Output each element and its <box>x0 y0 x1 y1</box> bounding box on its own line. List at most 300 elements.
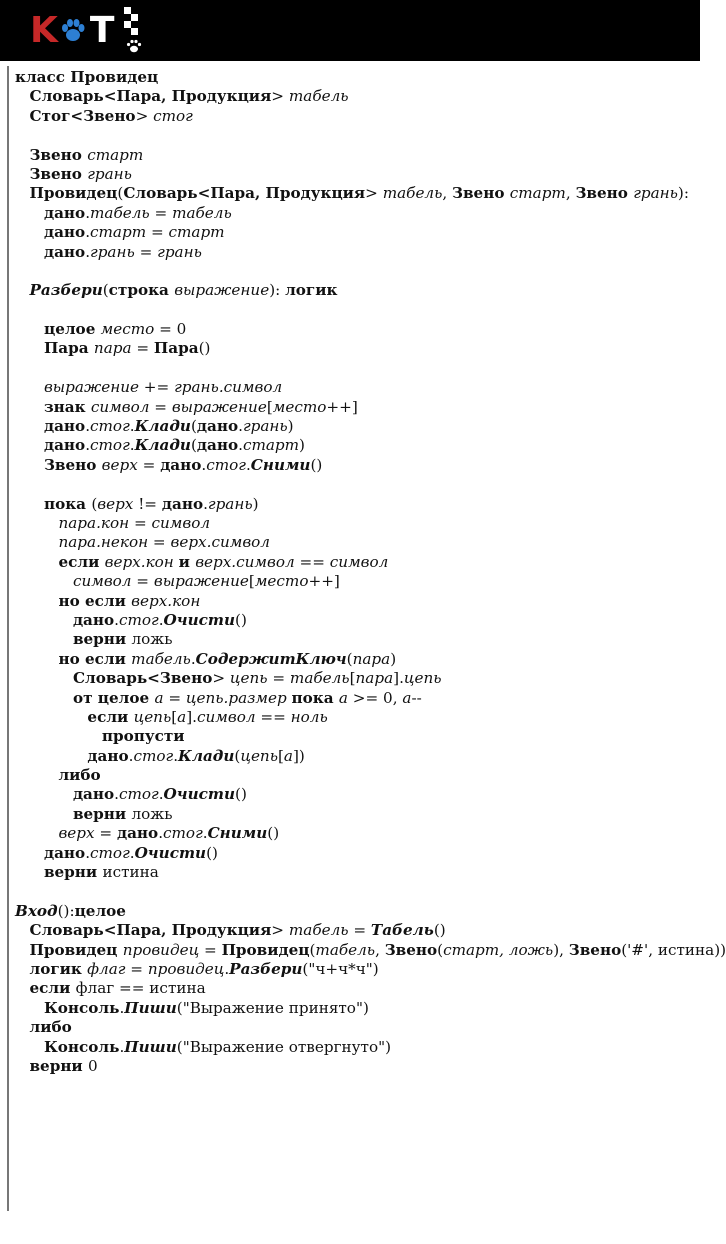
code-token <box>15 747 87 765</box>
code-token: верни <box>43 863 103 882</box>
code-token <box>15 339 44 357</box>
code-token: дано <box>196 417 239 436</box>
code-token: . <box>203 494 208 513</box>
code-token <box>15 320 44 338</box>
code-token: стог <box>153 106 193 125</box>
code-token: грань <box>157 242 202 261</box>
code-token: выражение <box>171 397 267 416</box>
code-token: Консоль <box>43 1037 120 1056</box>
code-line <box>15 650 726 669</box>
code-token: Очисти <box>134 843 207 862</box>
code-token: выражение <box>174 281 270 300</box>
code-token: [ <box>277 746 284 765</box>
code-token: если <box>87 707 134 726</box>
code-token: старт <box>509 184 566 203</box>
code-token: пока <box>43 494 92 513</box>
code-token: дано <box>87 746 129 765</box>
code-token <box>15 456 44 474</box>
code-token: цепь <box>133 707 172 726</box>
code-line <box>15 184 726 203</box>
code-token: >= 0, <box>347 688 403 707</box>
code-line <box>15 805 726 824</box>
code-line <box>15 359 726 378</box>
code-line <box>15 436 726 455</box>
code-token <box>15 184 29 202</box>
code-token: Клади <box>134 436 191 455</box>
code-token: грань <box>242 417 288 436</box>
code-line <box>15 785 726 804</box>
code-token: . <box>85 436 91 455</box>
code-token: Словарь<Пара, Продукция <box>29 87 272 106</box>
code-token: = <box>125 959 148 978</box>
code-token: место <box>100 320 155 339</box>
code-token: старт <box>242 436 300 455</box>
code-token: а <box>338 688 348 707</box>
code-token: верни <box>29 1056 88 1075</box>
code-line <box>15 281 726 300</box>
code-token: дано <box>116 824 159 843</box>
code-line <box>15 766 726 785</box>
code-token: ( <box>346 649 353 668</box>
code-token: . <box>85 417 91 436</box>
code-token: а <box>177 707 187 726</box>
code-token: табель <box>382 184 443 203</box>
code-line <box>15 844 726 863</box>
code-token: , <box>375 940 385 959</box>
code-token: . <box>190 649 196 668</box>
code-token: а <box>154 688 164 707</box>
code-line <box>15 1057 726 1076</box>
code-token: Провидец <box>29 184 118 203</box>
code-token <box>15 921 29 939</box>
code-token: () <box>206 843 218 862</box>
code-token: [ <box>349 669 356 688</box>
code-token: () <box>235 785 247 804</box>
code-token: верх.кон <box>131 591 201 610</box>
code-line <box>15 592 726 611</box>
code-token: Пара <box>43 339 94 358</box>
code-token: пропусти <box>101 727 185 746</box>
code-token: () <box>310 455 323 474</box>
code-token: стог <box>133 746 174 765</box>
header-bar <box>0 0 700 61</box>
code-token: () <box>267 824 280 843</box>
code-token: Пиши <box>124 1037 177 1056</box>
code-token: > <box>271 87 289 106</box>
code-token: = <box>129 513 152 532</box>
code-line <box>15 882 726 901</box>
code-token: ("Выражение отвергнуто") <box>176 1037 392 1056</box>
code-token: = <box>199 940 222 959</box>
code-token: стог <box>90 436 130 455</box>
code-token: верх.символ <box>170 533 270 552</box>
code-token: дано <box>43 436 86 455</box>
code-token: цепь.размер <box>185 688 292 707</box>
code-token: Словарь<Пара, Продукция <box>29 921 272 940</box>
code-token: Пара <box>153 339 199 358</box>
code-token: дано <box>161 494 204 513</box>
code-token: ): <box>677 184 689 203</box>
code-token: ( <box>102 281 109 300</box>
code-line <box>15 378 726 397</box>
code-token: Разбери <box>29 281 103 300</box>
code-token: () <box>198 339 211 358</box>
code-token <box>15 766 58 784</box>
code-token: = <box>348 921 371 940</box>
code-token: . <box>201 455 207 474</box>
code-line <box>15 398 726 417</box>
code-token: ( <box>437 940 444 959</box>
code-token: стог <box>118 785 159 804</box>
code-token: флаг == истина <box>75 979 206 998</box>
code-line <box>15 68 726 87</box>
code-token: . <box>245 455 251 474</box>
code-token: символ <box>329 552 389 571</box>
code-line <box>15 495 726 514</box>
code-token: стог <box>118 610 159 629</box>
code-token <box>15 727 102 745</box>
code-token: = <box>137 455 161 474</box>
code-token: пара.кон <box>58 513 130 532</box>
code-token: ) <box>390 649 397 668</box>
code-token <box>15 824 58 842</box>
code-token: табель <box>90 203 150 222</box>
code-token: Звено <box>384 940 438 959</box>
code-token: место <box>254 572 309 591</box>
code-token: верх <box>101 455 138 474</box>
code-token: табель <box>172 203 232 222</box>
code-token: Звено <box>575 184 634 203</box>
code-token: -- <box>411 688 422 707</box>
code-token <box>15 87 29 105</box>
code-token: Сними <box>250 455 311 474</box>
code-token: пара <box>352 649 391 668</box>
code-line <box>15 1018 726 1037</box>
code-token: ("ч+ч*ч") <box>302 959 379 978</box>
code-token: логик <box>29 959 88 978</box>
code-token: пара.некон <box>58 533 149 552</box>
code-token: ( <box>309 940 316 959</box>
code-token: 0 <box>88 1056 98 1075</box>
checker-paw-icon <box>122 7 146 55</box>
code-line <box>15 979 726 998</box>
code-token: () <box>235 610 247 629</box>
code-line <box>15 1038 726 1057</box>
code-token: символ <box>197 707 256 726</box>
code-token <box>15 281 29 299</box>
code-token: Звено <box>568 940 622 959</box>
code-line <box>15 126 726 145</box>
code-token: верни <box>72 630 132 649</box>
code-token: ) <box>287 417 294 436</box>
code-token: Клади <box>134 417 191 436</box>
code-token <box>15 941 29 959</box>
code-line <box>15 146 726 165</box>
code-token: строка <box>108 281 175 300</box>
code-line <box>15 417 726 436</box>
code-token: табель <box>288 87 349 106</box>
code-token: верни <box>72 804 132 823</box>
code-token: > <box>365 184 383 203</box>
code-token: дано <box>43 242 86 261</box>
code-token: и <box>178 552 196 571</box>
code-token: != <box>133 494 162 513</box>
code-token: ( <box>190 417 197 436</box>
code-token: ( <box>117 184 124 203</box>
code-token: . <box>158 785 164 804</box>
code-token: . <box>129 843 135 862</box>
code-token: ('#', истина)) <box>621 940 726 959</box>
code-token: . <box>129 436 135 455</box>
code-token: Очисти <box>163 610 236 629</box>
code-token <box>15 979 29 997</box>
code-token <box>15 533 58 551</box>
code-line <box>15 941 726 960</box>
code-token: . <box>173 746 179 765</box>
code-token: ложь <box>131 804 173 823</box>
code-line <box>15 223 726 242</box>
code-token <box>15 514 58 532</box>
code-token: старт <box>90 223 147 242</box>
code-token: ( <box>190 436 197 455</box>
code-token: Звено <box>29 164 88 183</box>
code-token: Звено <box>43 455 102 474</box>
code-token: = <box>267 669 290 688</box>
code-token: = 0 <box>154 320 187 339</box>
code-token <box>15 999 44 1017</box>
code-token: флаг <box>87 959 126 978</box>
code-token: либо <box>29 1018 72 1037</box>
code-token: стог <box>90 417 130 436</box>
code-line <box>15 611 726 630</box>
code-token: цепь <box>229 669 268 688</box>
code-token: грань <box>207 494 253 513</box>
code-token: Стог<Звено <box>29 106 136 125</box>
code-token: , <box>442 184 453 203</box>
code-token: [ <box>171 707 178 726</box>
code-token: = <box>148 533 171 552</box>
code-token: . <box>114 785 119 804</box>
code-token: ]) <box>292 746 305 765</box>
code-token: Звено <box>452 184 510 203</box>
code-token <box>15 689 73 707</box>
code-token: = <box>131 339 154 358</box>
code-token: ++] <box>308 572 340 591</box>
code-token: == <box>255 707 291 726</box>
code-token: ), <box>553 940 569 959</box>
code-token: а <box>283 746 293 765</box>
code-token: () <box>433 921 446 940</box>
code-token: Звено <box>29 145 88 164</box>
code-token <box>15 1038 44 1056</box>
code-token <box>15 243 44 261</box>
code-token: = <box>154 203 173 222</box>
code-token: . <box>85 223 91 242</box>
code-token: целое <box>43 320 101 339</box>
code-token: цепь <box>403 669 442 688</box>
code-token: . <box>119 998 125 1017</box>
code-token: [ <box>266 397 273 416</box>
code-token <box>15 204 44 222</box>
code-token: == <box>294 552 330 571</box>
code-token: старт <box>87 145 144 164</box>
code-line <box>15 165 726 184</box>
code-token: . <box>129 417 135 436</box>
code-token: грань <box>633 184 678 203</box>
code-token: провидец <box>147 959 225 978</box>
code-line <box>15 87 726 106</box>
code-token: , <box>565 184 576 203</box>
code-token: верх.символ <box>195 552 295 571</box>
code-token: табель <box>289 669 350 688</box>
code-token: пара <box>355 669 394 688</box>
code-token: . <box>224 959 230 978</box>
code-token: Очисти <box>163 785 236 804</box>
code-token: класс Провидец <box>15 68 159 86</box>
code-token: ноль <box>290 707 328 726</box>
code-token: = <box>139 242 158 261</box>
code-token: (): <box>57 901 75 920</box>
code-token: Сними <box>207 824 268 843</box>
code-token: пока <box>291 688 339 707</box>
code-token: . <box>114 610 119 629</box>
code-token: . <box>85 242 91 261</box>
code-panel <box>7 66 726 1211</box>
code-token: провидец <box>122 940 200 959</box>
code-token <box>15 417 44 435</box>
code-token: верх <box>97 494 134 513</box>
code-token <box>15 863 44 881</box>
code-token <box>15 436 44 454</box>
code-line <box>15 456 726 475</box>
code-token: символ <box>151 513 211 532</box>
code-line <box>15 572 726 591</box>
code-token: [ <box>248 572 255 591</box>
code-token: > <box>135 106 154 125</box>
code-token: символ <box>72 572 132 591</box>
code-token: грань.символ <box>174 378 283 397</box>
code-line <box>15 107 726 126</box>
code-token: Разбери <box>229 959 303 978</box>
code-token: выражение <box>43 378 139 397</box>
code-token: табель <box>288 921 349 940</box>
code-token: Клади <box>178 746 235 765</box>
code-token: = <box>149 397 172 416</box>
code-line <box>15 630 726 649</box>
code-token: Провидец <box>29 940 123 959</box>
code-token <box>15 165 29 183</box>
code-token: > <box>271 921 289 940</box>
code-token <box>15 398 44 416</box>
code-token: знак <box>43 397 91 416</box>
code-token <box>15 146 29 164</box>
code-token <box>15 785 73 803</box>
code-line <box>15 689 726 708</box>
code-token <box>15 572 73 590</box>
code-token: . <box>238 417 243 436</box>
code-line <box>15 262 726 281</box>
code-token <box>15 592 58 610</box>
code-line <box>15 669 726 688</box>
code-token: дано <box>72 785 115 804</box>
code-token: а <box>402 688 412 707</box>
code-token: пара <box>93 339 132 358</box>
code-token: . <box>85 203 91 222</box>
code-token <box>15 708 87 726</box>
code-token: от целое <box>72 688 155 707</box>
code-token: дано <box>72 610 115 629</box>
code-token: если <box>29 979 76 998</box>
code-token <box>15 378 44 396</box>
code-token: = <box>94 824 117 843</box>
code-line <box>15 708 726 727</box>
code-line <box>15 921 726 940</box>
code-token: дано <box>160 455 202 474</box>
code-token: табель <box>131 649 191 668</box>
code-token: ( <box>91 494 98 513</box>
code-line <box>15 533 726 552</box>
code-token: если <box>58 552 105 571</box>
code-token: Пиши <box>124 998 177 1017</box>
code-token: += <box>138 378 175 397</box>
code-token: ("Выражение принято") <box>176 998 369 1017</box>
code-token: дано <box>43 203 86 222</box>
code-token: Консоль <box>43 998 120 1017</box>
code-token: > <box>212 669 230 688</box>
code-token: символ <box>90 397 150 416</box>
code-line <box>15 475 726 494</box>
code-token <box>15 1018 29 1036</box>
code-line <box>15 747 726 766</box>
code-token: . <box>85 843 91 862</box>
code-line <box>15 824 726 843</box>
code-token: стог <box>206 455 246 474</box>
code-token: грань <box>87 164 132 183</box>
kot-logo[interactable] <box>30 8 114 54</box>
paw-icon <box>59 17 87 45</box>
logo-letter-t: T <box>89 10 115 51</box>
code-token: ]. <box>186 707 197 726</box>
code-token: ( <box>234 746 241 765</box>
code-token: дано <box>196 436 239 455</box>
code-token: верх.кон <box>104 552 179 571</box>
code-token <box>15 553 58 571</box>
code-line <box>15 727 726 746</box>
code-token: либо <box>58 766 101 785</box>
code-token: ложь <box>131 630 173 649</box>
code-line <box>15 999 726 1018</box>
code-token: табель <box>315 940 376 959</box>
code-token: Словарь<Звено <box>72 669 213 688</box>
code-token: выражение <box>153 572 249 591</box>
code-token <box>15 960 29 978</box>
code-token: дано <box>43 223 86 242</box>
code-line <box>15 902 726 921</box>
code-token: ]. <box>393 669 404 688</box>
logo-letter-k: K <box>30 10 58 51</box>
code-token: . <box>238 436 243 455</box>
code-line <box>15 960 726 979</box>
code-token: целое <box>74 901 126 920</box>
code-token: = <box>163 688 186 707</box>
code-token: Словарь<Пара, Продукция <box>123 184 366 203</box>
code-token: ): <box>269 281 286 300</box>
code-token: . <box>128 746 134 765</box>
code-line <box>15 339 726 358</box>
code-token: старт <box>168 223 225 242</box>
code-token <box>15 805 73 823</box>
code-token: логик <box>285 281 338 300</box>
